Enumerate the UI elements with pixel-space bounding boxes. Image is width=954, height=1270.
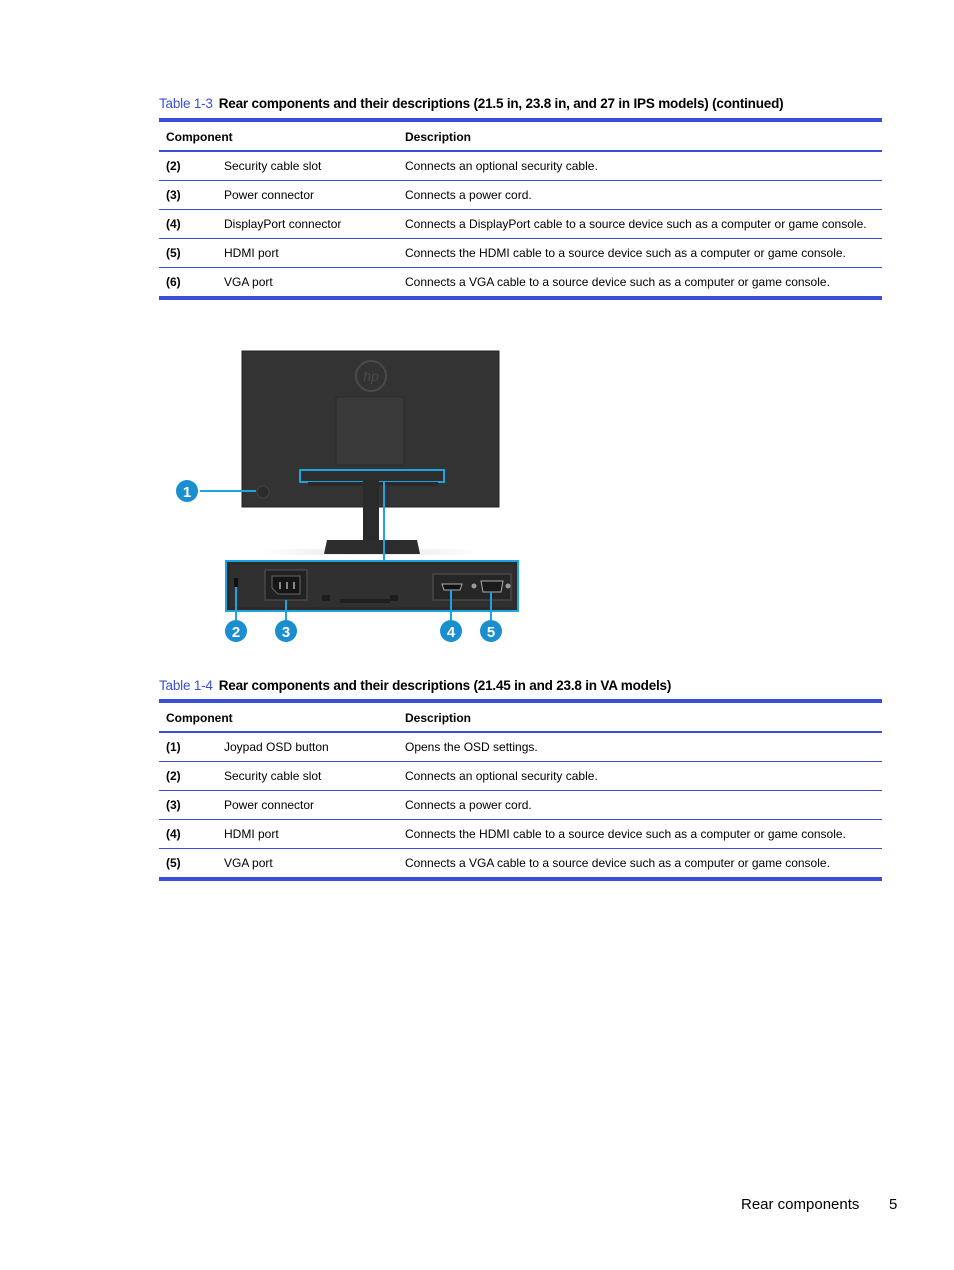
callout-3 xyxy=(275,620,297,642)
row-number: (2) xyxy=(166,159,181,173)
table-label: Table 1-3 xyxy=(159,96,213,111)
svg-text:hp: hp xyxy=(363,368,379,384)
row-component: Power connector xyxy=(224,798,315,812)
svg-text:2: 2 xyxy=(231,624,241,641)
callout-5 xyxy=(480,620,502,642)
row-number: (3) xyxy=(166,188,181,202)
column-header-description: Description xyxy=(405,711,472,725)
row-description: Connects an optional security cable. xyxy=(405,159,598,173)
row-description: Connects a power cord. xyxy=(405,188,532,202)
stand-neck xyxy=(363,480,379,542)
row-description: Connects an optional security cable. xyxy=(405,769,598,783)
table-header xyxy=(159,703,882,733)
row-component: HDMI port xyxy=(224,246,279,260)
table-label: Table 1-4 xyxy=(159,678,213,693)
svg-text:5: 5 xyxy=(486,624,496,641)
row-component: VGA port xyxy=(224,856,273,870)
row-component: Joypad OSD button xyxy=(224,740,329,754)
row-component: HDMI port xyxy=(224,827,279,841)
row-description: Connects a VGA cable to a source device such as a computer or game console. xyxy=(405,856,830,870)
table-row xyxy=(159,181,882,210)
row-component: VGA port xyxy=(224,275,273,289)
row-description: Connects a DisplayPort cable to a source device such as a computer or game console. xyxy=(405,217,867,231)
vesa-plate xyxy=(336,397,404,465)
row-description: Connects a VGA cable to a source device such as a computer or game console. xyxy=(405,275,830,289)
column-header-description: Description xyxy=(405,130,472,144)
row-number: (5) xyxy=(166,856,181,870)
table-row xyxy=(159,733,882,762)
monitor-rear-figure xyxy=(160,340,540,650)
row-number: (4) xyxy=(166,217,181,231)
row-component: DisplayPort connector xyxy=(224,217,342,231)
joypad-button xyxy=(257,486,269,498)
callout-2 xyxy=(225,620,247,642)
table-row xyxy=(159,152,882,181)
table-row xyxy=(159,210,882,239)
table-title: Rear components and their descriptions (21.5 in, 23.8 in, and 27 in IPS models) (continued) xyxy=(218,96,784,111)
table-row xyxy=(159,268,882,296)
security-slot xyxy=(234,578,238,587)
row-number: (2) xyxy=(166,769,181,783)
table-row xyxy=(159,849,882,877)
page-number: 5 xyxy=(889,1196,898,1213)
table-1-3-caption xyxy=(159,96,783,111)
row-component: Security cable slot xyxy=(224,769,322,783)
hdmi-port xyxy=(442,584,462,590)
callout-1 xyxy=(176,480,198,502)
column-header-component: Component xyxy=(166,130,233,144)
table-header xyxy=(159,122,882,152)
footer-section-title: Rear components xyxy=(741,1196,860,1213)
power-connector xyxy=(265,570,307,600)
stand-base xyxy=(324,540,420,554)
svg-text:4: 4 xyxy=(446,624,456,641)
row-description: Connects the HDMI cable to a source device such as a computer or game console. xyxy=(405,827,846,841)
table-title: Rear components and their descriptions (21.45 in and 23.8 in VA models) xyxy=(218,678,672,693)
row-number: (6) xyxy=(166,275,181,289)
vga-port xyxy=(481,581,503,592)
row-number: (1) xyxy=(166,740,181,754)
row-component: Security cable slot xyxy=(224,159,322,173)
table-1-4 xyxy=(159,699,882,881)
row-description: Connects a power cord. xyxy=(405,798,532,812)
table-row xyxy=(159,239,882,268)
row-component: Power connector xyxy=(224,188,315,202)
table-1-4-caption xyxy=(159,678,671,693)
svg-text:3: 3 xyxy=(281,624,291,641)
row-description: Connects the HDMI cable to a source device such as a computer or game console. xyxy=(405,246,846,260)
callout-4 xyxy=(440,620,462,642)
row-number: (3) xyxy=(166,798,181,812)
row-number: (5) xyxy=(166,246,181,260)
svg-text:1: 1 xyxy=(182,484,192,501)
table-row xyxy=(159,791,882,820)
table-row xyxy=(159,820,882,849)
row-number: (4) xyxy=(166,827,181,841)
table-1-3 xyxy=(159,118,882,300)
row-description: Opens the OSD settings. xyxy=(405,740,538,754)
table-row xyxy=(159,762,882,791)
column-header-component: Component xyxy=(166,711,233,725)
